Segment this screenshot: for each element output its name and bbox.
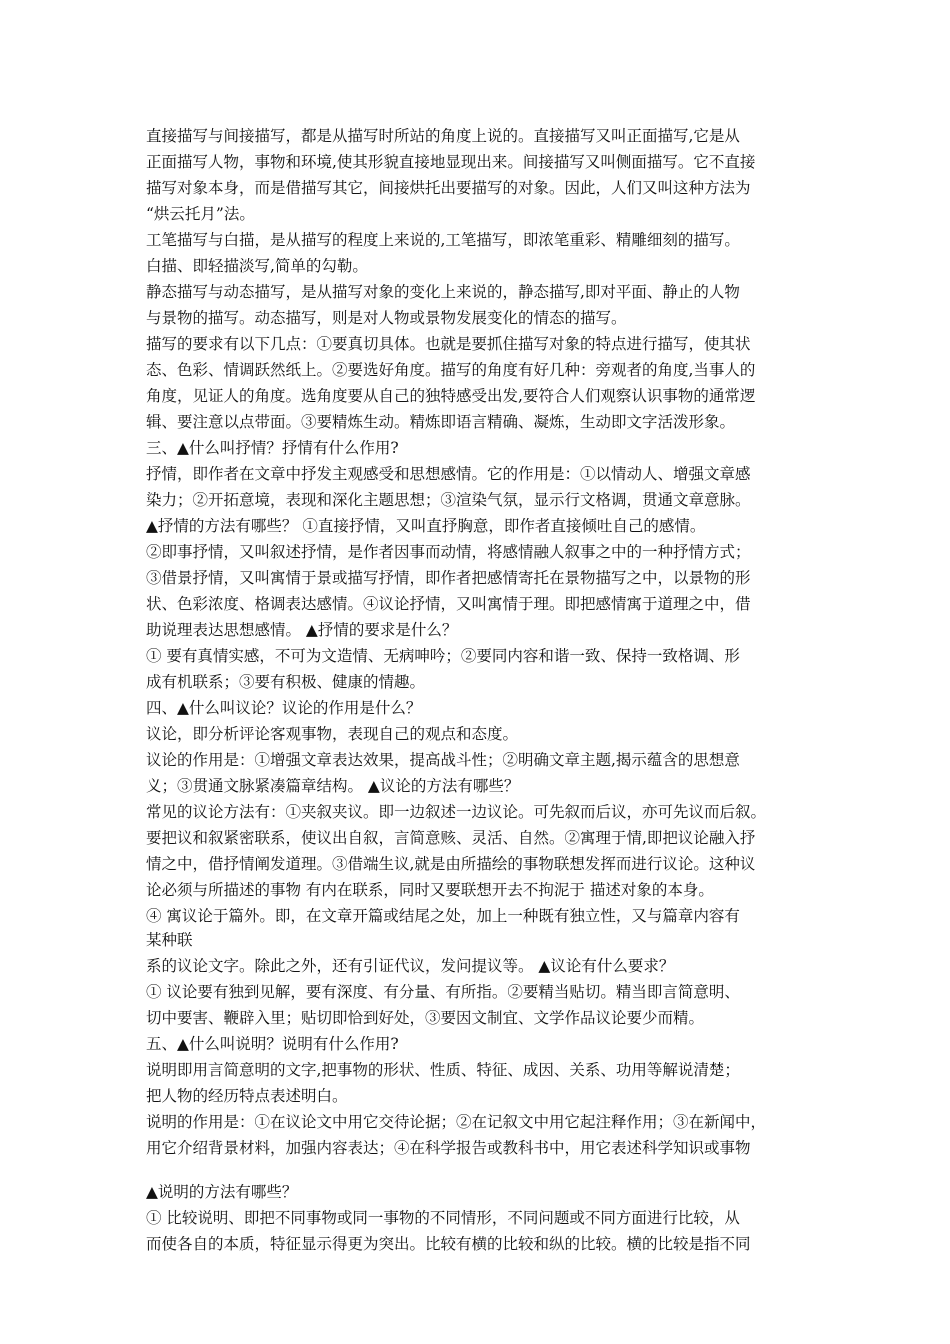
text-line: 态、色彩、情调跃然纸上。②要选好角度。描写的角度有好几种：旁观者的角度,当事人的 bbox=[146, 361, 756, 379]
text-line: ④ 寓议论于篇外。即，在文章开篇或结尾之处，加上一种既有独立性，又与篇章内容有 bbox=[146, 907, 740, 925]
text-line: 而使各自的本质，特征显示得更为突出。比较有横的比较和纵的比较。横的比较是指不同 bbox=[146, 1235, 751, 1253]
text-line: 描写的要求有以下几点：①要真切具体。也就是要抓住描写对象的特点进行描写，使其状 bbox=[146, 335, 751, 353]
text-line: 情之中，借抒情阐发道理。③借端生议,就是由所描绘的事物联想发挥而进行议论。这种议 bbox=[146, 855, 756, 873]
text-line: 角度，见证人的角度。选角度要从自己的独特感受出发,要符合人们观察认识事物的通常逻 bbox=[146, 387, 756, 405]
text-line: 用它介绍背景材料，加强内容表达；④在科学报告或教科书中，用它表述科学知识或事物 bbox=[146, 1139, 751, 1157]
text-line: 切中要害、鞭辟入里；贴切即恰到好处，③要因文制宜、文学作品议论要少而精。 bbox=[146, 1009, 705, 1027]
text-line: 某种联 bbox=[146, 931, 193, 949]
text-line: 染力；②开拓意境，表现和深化主题思想；③渲染气氛，显示行文格调，贯通文章意脉。 bbox=[146, 491, 751, 509]
text-line: ②即事抒情，又叫叙述抒情，是作者因事而动情，将感情融人叙事之中的一种抒情方式； bbox=[146, 543, 751, 561]
text-line: 把人物的经历特点表述明白。 bbox=[146, 1087, 348, 1105]
text-line: 状、色彩浓度、格调表达感情。④议论抒情，又叫寓情于理。即把感情寓于道理之中，借 bbox=[146, 595, 751, 613]
text-line: 与景物的描写。动态描写，则是对人物或景物发展变化的情态的描写。 bbox=[146, 309, 627, 327]
text-line: ③借景抒情，又叫寓情于景或描写抒情，即作者把感情寄托在景物描写之中，以景物的形 bbox=[146, 569, 751, 587]
text-line: 系的议论文字。除此之外，还有引证代议，发问提议等。 ▲议论有什么要求？ bbox=[146, 957, 675, 975]
text-line: 义；③贯通文脉紧凑篇章结构。 ▲议论的方法有哪些？ bbox=[146, 777, 520, 795]
text-line: 四、▲什么叫议论？议论的作用是什么？ bbox=[146, 699, 422, 717]
text-line: 论必须与所描述的事物 有内在联系，同时又要联想开去不拘泥于 描述对象的本身。 bbox=[146, 881, 714, 899]
text-line: 白描、即轻描淡写,简单的勾勒。 bbox=[146, 257, 368, 275]
text-line: ① 比较说明、即把不同事物或同一事物的不同情形，不同问题或不同方面进行比较，从 bbox=[146, 1209, 740, 1227]
text-line: 辑、要注意以点带面。③要精炼生动。精炼即语言精确、凝炼，生动即文字活泼形象。 bbox=[146, 413, 736, 431]
text-line: 说明即用言简意明的文字,把事物的形状、性质、特征、成因、关系、功用等解说清楚； bbox=[146, 1061, 740, 1079]
text-line: 议论的作用是：①增强文章表达效果，提高战斗性；②明确文章主题,揭示蕴含的思想意 bbox=[146, 751, 740, 769]
text-line: 常见的议论方法有：①夹叙夹议。即一边叙述一边议论。可先叙而后议，亦可先议而后叙。 bbox=[146, 803, 767, 821]
text-line: 静态描写与动态描写，是从描写对象的变化上来说的，静态描写,即对平面、静止的人物 bbox=[146, 283, 740, 301]
text-line: ① 要有真情实感，不可为文造情、无病呻吟；②要同内容和谐一致、保持一致格调、形 bbox=[146, 647, 740, 665]
text-line: 抒情，即作者在文章中抒发主观感受和思想感情。它的作用是：①以情动人、增强文章感 bbox=[146, 465, 751, 483]
text-line: 五、▲什么叫说明？说明有什么作用? bbox=[146, 1035, 399, 1053]
text-line: “烘云托月”法。 bbox=[146, 205, 255, 223]
text-line: 描写对象本身，而是借描写其它，间接烘托出要描写的对象。因此，人们又叫这种方法为 bbox=[146, 179, 751, 197]
text-line: ▲抒情的方法有哪些？ ①直接抒情，又叫直抒胸意，即作者直接倾吐自己的感情。 bbox=[146, 517, 706, 535]
text-line: ▲说明的方法有哪些？ bbox=[146, 1183, 298, 1201]
text-line: 要把议和叙紧密联系，使议出自叙，言简意赅、灵活、自然。②寓理于情,即把议论融入抒 bbox=[146, 829, 756, 847]
text-line: 正面描写人物，事物和环境,使其形貌直接地显现出来。间接描写又叫侧面描写。它不直接 bbox=[146, 153, 756, 171]
text-line: ① 议论要有独到见解，要有深度、有分量、有所指。②要精当贴切。精当即言简意明、 bbox=[146, 983, 740, 1001]
text-line: 成有机联系；③要有积极、健康的情趣。 bbox=[146, 673, 426, 691]
text-line: 工笔描写与白描，是从描写的程度上来说的,工笔描写，即浓笔重彩、精雕细刻的描写。 bbox=[146, 231, 740, 249]
text-line: 三、▲什么叫抒情？抒情有什么作用? bbox=[146, 439, 399, 457]
text-line: 助说理表达思想感情。 ▲抒情的要求是什么？ bbox=[146, 621, 458, 639]
text-line: 直接描写与间接描写，都是从描写时所站的角度上说的。直接描写又叫正面描写,它是从 bbox=[146, 127, 740, 145]
text-line: 说明的作用是：①在议论文中用它交待论据；②在记叙文中用它起注释作用；③在新闻中， bbox=[146, 1113, 767, 1131]
text-line: 议论，即分析评论客观事物，表现自己的观点和态度。 bbox=[146, 725, 519, 743]
